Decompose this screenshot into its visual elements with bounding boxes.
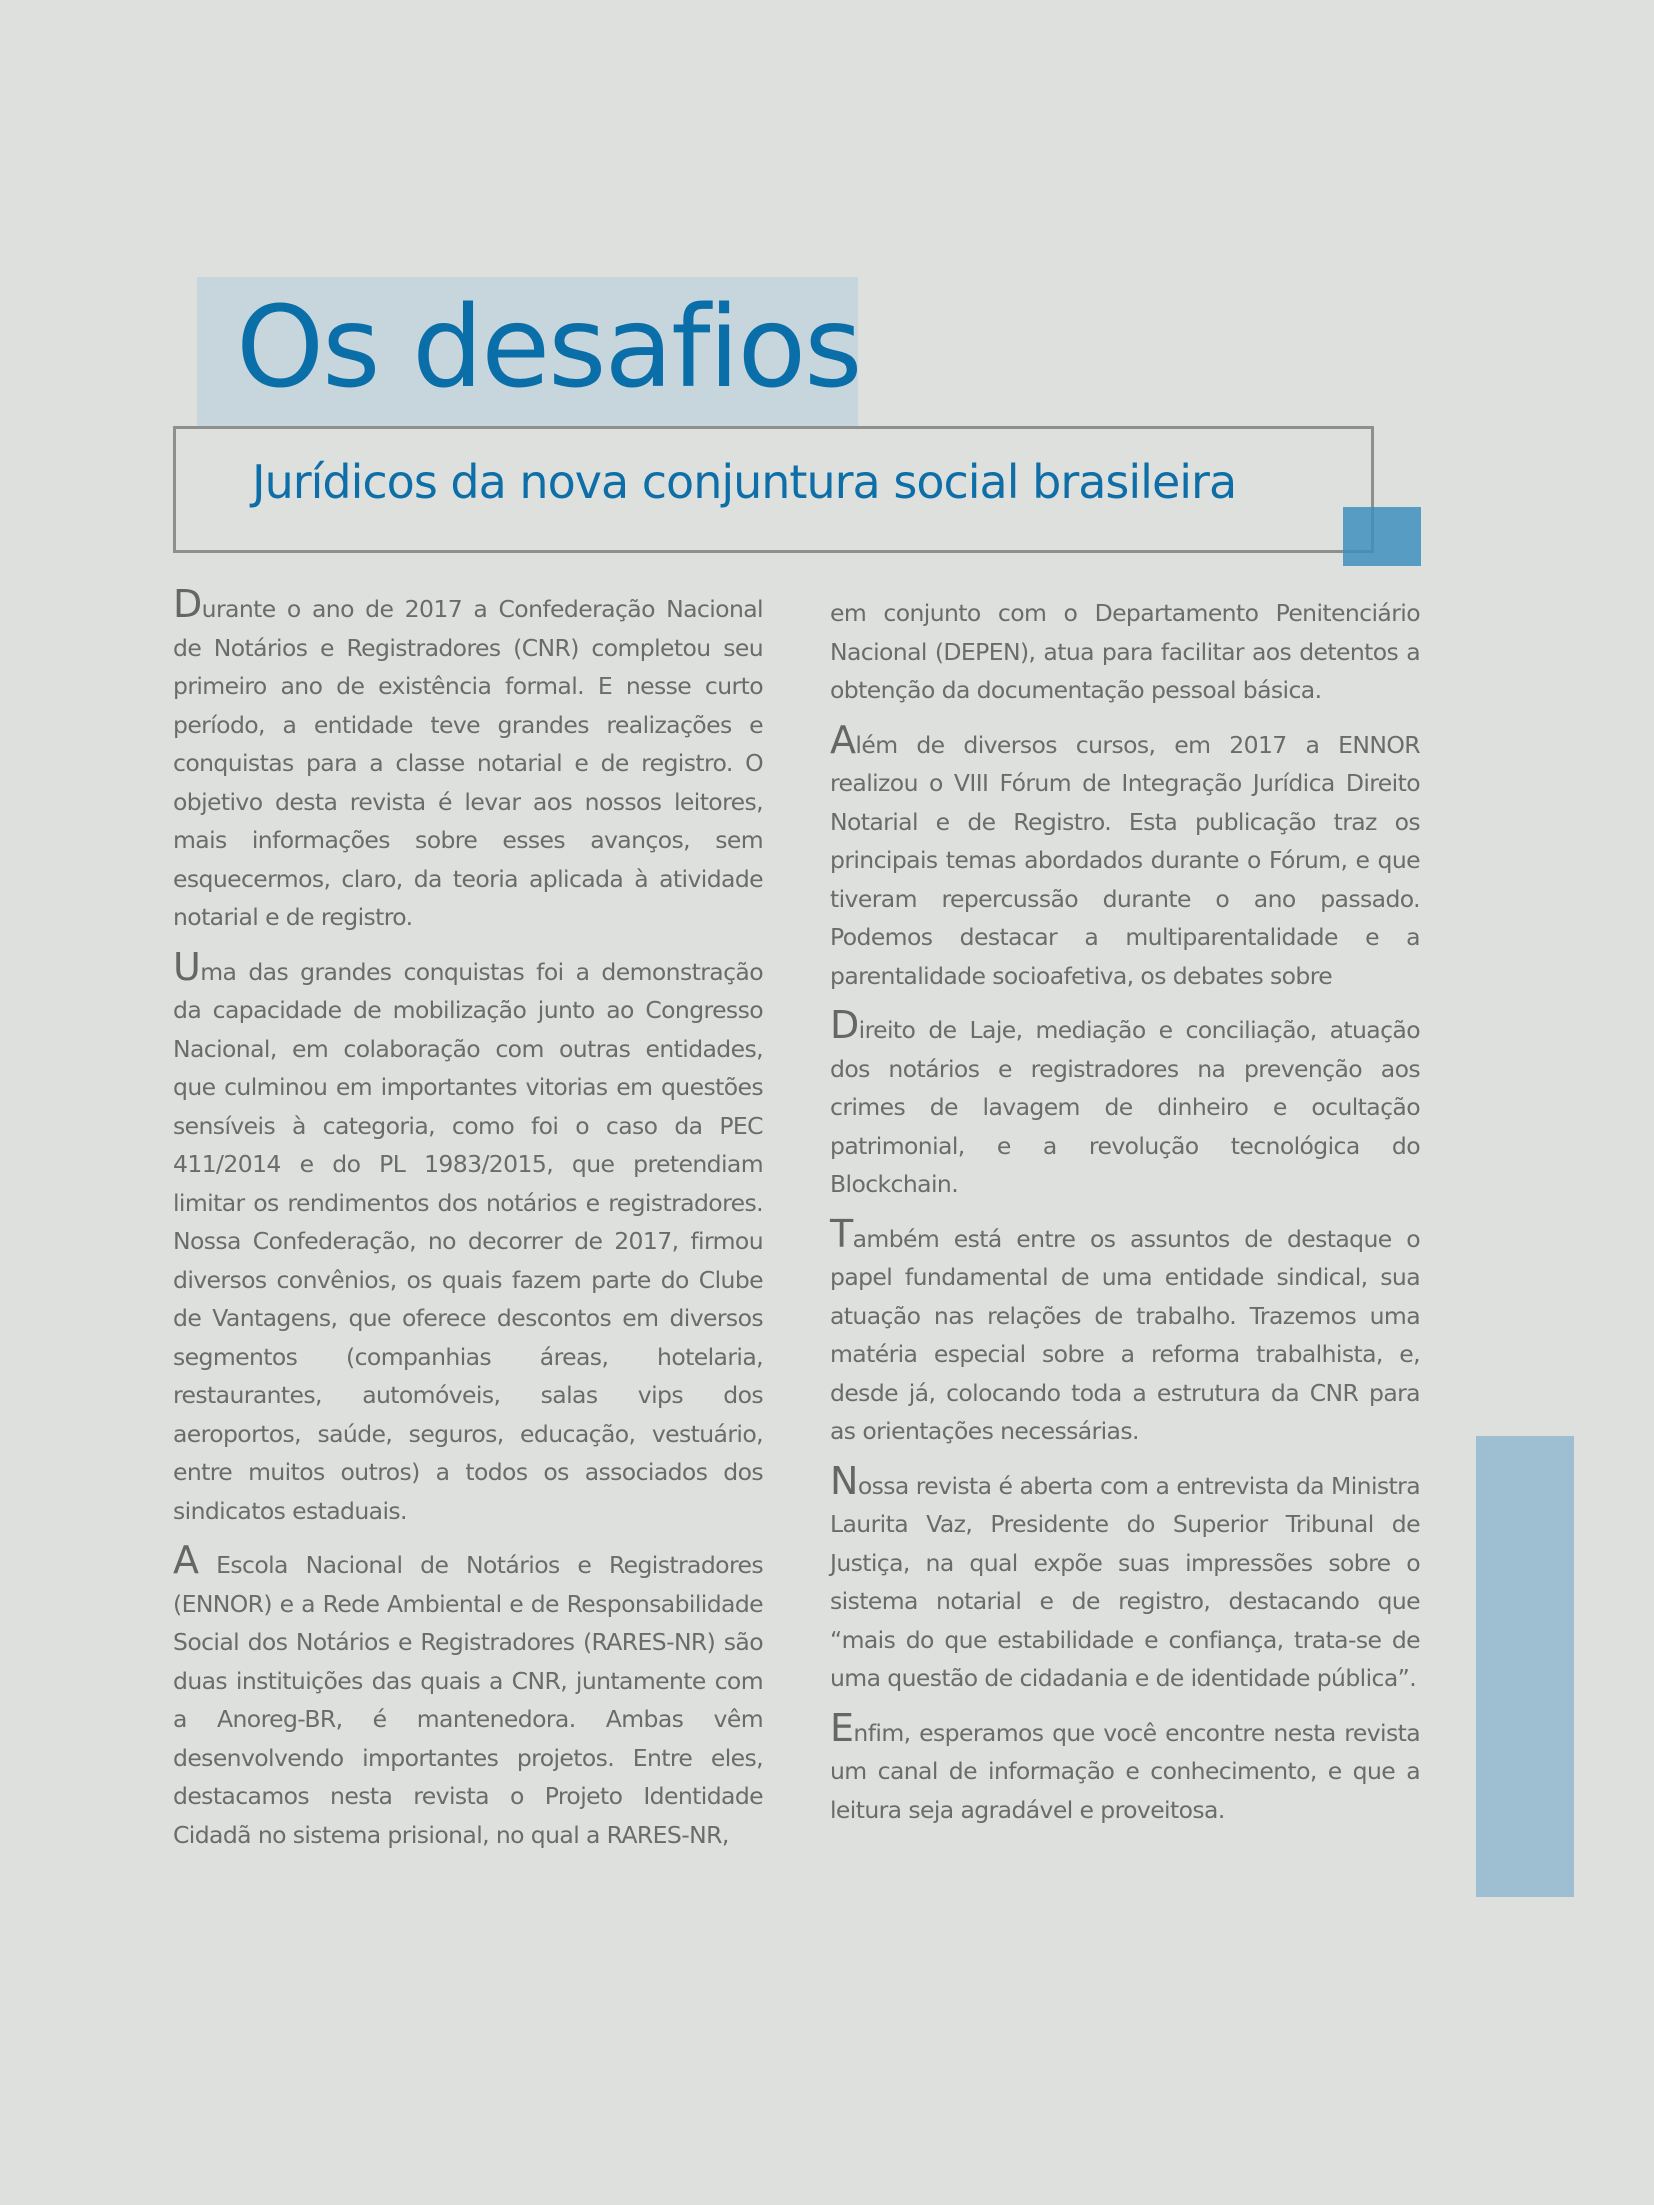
page-subtitle: Jurídicos da nova conjuntura social brasileira — [252, 455, 1237, 509]
paragraph-text: ambém está entre os assuntos de destaque o papel fundamental de uma entidade sindical, sua atuação nas relações de trabalho. Trazemos uma matéria especial sobre a reforma trabalhista, e, desde já, colocando toda a estrutura da CNR para as orientações necessárias. — [830, 1224, 1420, 1445]
paragraph — [830, 1003, 1420, 1204]
paragraph-text: lém de diversos cursos, em 2017 a ENNOR realizou o VIII Fórum de Integração Jurídica Direito Notarial e de Registro. Esta publicação traz os principais temas abordados durante o Fórum, e que tiveram repercussão durante o ano passado. Podemos destacar a multiparentalidade e a parentalidade socioafetiva, os debates sobre — [830, 730, 1420, 990]
paragraph-text: urante o ano de 2017 a Confederação Nacional de Notários e Registradores (CNR) completou seu primeiro ano de existência formal. E nesse curto período, a entidade teve grandes realizações e conquistas para a classe notarial e de registro. O objetivo desta revista é levar aos nossos leitores, mais informações sobre esses avanços, sem esquecermos, claro, da teoria aplicada à atividade notarial e de registro. — [173, 595, 763, 931]
paragraph — [830, 594, 1420, 710]
dropcap: T — [830, 1211, 853, 1256]
page-title: Os desafios — [236, 283, 861, 413]
paragraph-text: ireito de Laje, mediação e conciliação, atuação dos notários e registradores na prevenção aos crimes de lavagem de dinheiro e ocultação patrimonial, e a revolução tecnológica do Blockchain. — [830, 1016, 1420, 1198]
paragraph — [830, 1458, 1420, 1698]
decorative-side-bar — [1476, 1436, 1574, 1897]
paragraph — [173, 1538, 763, 1854]
article-column-right — [830, 594, 1420, 1845]
dropcap: D — [173, 582, 202, 626]
decorative-accent-square — [1343, 507, 1421, 566]
paragraph-text: ma das grandes conquistas foi a demonstração da capacidade de mobilização junto ao Congresso Nacional, em colaboração com outras entidades, que culminou em importantes vitorias em questões sensíveis à categoria, como foi o caso da PEC 411/2014 e do PL 1983/2015, que pretendiam limitar os rendimentos dos notários e registradores. Nossa Confederação, no decorrer de 2017, firmou diversos convênios, os quais fazem parte do Clube de Vantagens, que oferece descontos em diversos segmentos (companhias áreas, hotelaria, restaurantes, automóveis, salas vips dos aeroportos, saúde, seguros, educação, vestuário, entre muitos outros) a todos os associados dos sindicatos estaduais. — [173, 957, 763, 1525]
dropcap: U — [173, 944, 201, 989]
dropcap: D — [830, 1003, 859, 1047]
paragraph-text: Escola Nacional de Notários e Registradores (ENNOR) e a Rede Ambiental e de Responsabilidade Social dos Notários e Registradores (RARES-NR) são duas instituições das quais a CNR, juntamente com a Anoreg-BR, é mantenedora. Ambas vêm desenvolvendo importantes projetos. Entre eles, destacamos nesta revista o Projeto Identidade Cidadã no sistema prisional, no qual a RARES-NR, — [173, 1551, 763, 1849]
paragraph — [830, 1705, 1420, 1830]
dropcap: E — [830, 1705, 854, 1750]
dropcap: A — [830, 717, 856, 762]
paragraph — [830, 1211, 1420, 1451]
dropcap: N — [830, 1458, 858, 1503]
paragraph-text: em conjunto com o Departamento Penitenciário Nacional (DEPEN), atua para facilitar aos detentos a obtenção da documentação pessoal básica. — [830, 599, 1420, 704]
paragraph — [173, 944, 763, 1531]
paragraph — [830, 717, 1420, 996]
article-column-left — [173, 582, 763, 1870]
paragraph — [173, 582, 763, 937]
paragraph-text: ossa revista é aberta com a entrevista da Ministra Laurita Vaz, Presidente do Superior Tribunal de Justiça, na qual expõe suas impressões sobre o sistema notarial e de registro, destacando que “mais do que estabilidade e confiança, trata-se de uma questão de cidadania e de identidade pública”. — [830, 1471, 1420, 1692]
dropcap: A — [173, 1538, 199, 1582]
paragraph-text: nfim, esperamos que você encontre nesta revista um canal de informação e conhecimento, e que a leitura seja agradável e proveitosa. — [830, 1718, 1420, 1824]
